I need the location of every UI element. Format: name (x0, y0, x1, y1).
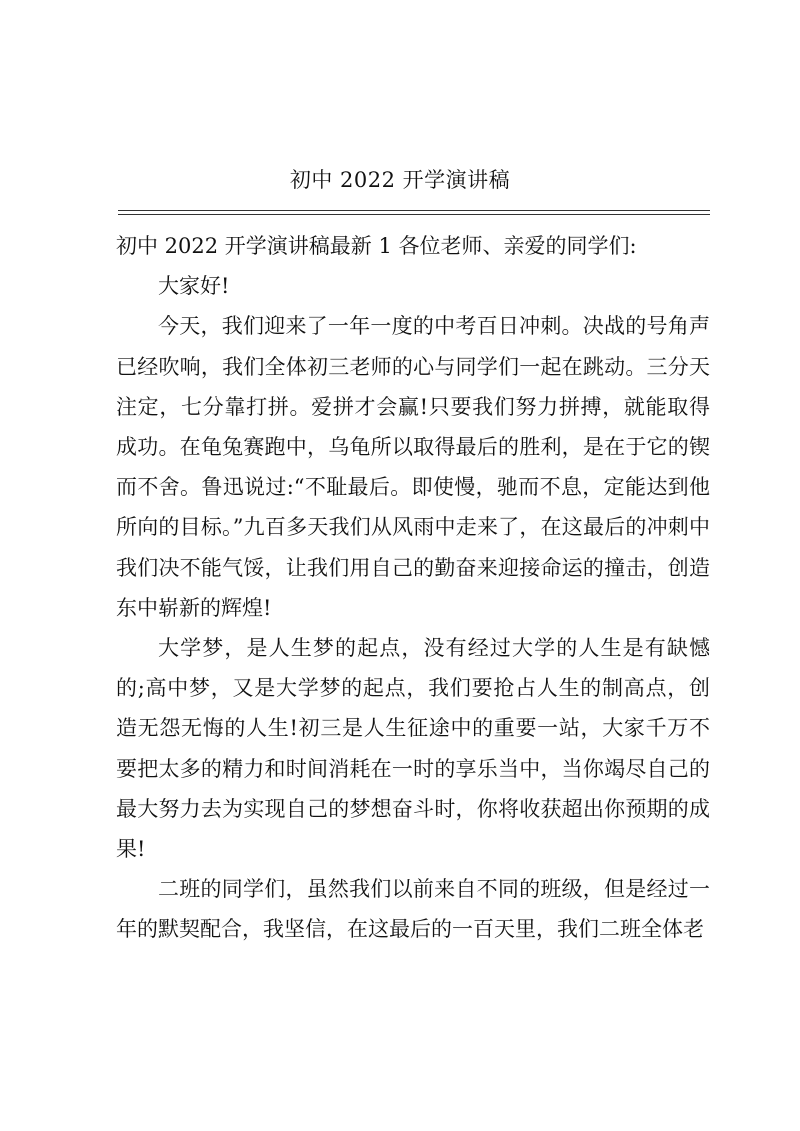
paragraph-greeting: 大家好! (158, 274, 230, 299)
title-divider (118, 210, 710, 215)
paragraph-body-3: 二班的同学们，虽然我们以前来自不同的班级，但是经过一年的默契配合，我坚信，在这最后的一百天里，我们二班全体老 (116, 877, 710, 942)
document-body (116, 226, 710, 950)
paragraph-body-1: 今天，我们迎来了一年一度的中考百日冲刺。决战的号角声已经吹响，我们全体初三老师的心与同学们一起在跳动。三分天注定，七分靠打拼。爱拼才会赢!只要我们努力拼搏，就能取得成功。在龟兔赛跑中，乌龟所以取得最后的胜利，是在于它的锲而不舍。鲁迅说过:“不耻最后。即使慢，驰而不息，定能达到他所向的目标。”九百多天我们从风雨中走来了，在这最后的冲刺中我们决不能气馁，让我们用自己的勤奋来迎接命运的撞击，创造东中崭新的辉煌! (116, 314, 710, 620)
page-title: 初中 2022 开学演讲稿 (289, 168, 511, 192)
paragraph-body-2: 大学梦，是人生梦的起点，没有经过大学的人生是有缺憾的;高中梦，又是大学梦的起点，我们要抢占人生的制高点，创造无怨无悔的人生!初三是人生征途中的重要一站，大家千万不要把太多的精力和时间消耗在一时的享乐当中，当你竭尽自己的最大努力去为实现自己的梦想奋斗时，你将收获超出你预期的成果! (116, 636, 710, 862)
paragraph-opening: 初中 2022 开学演讲稿最新 1 各位老师、亲爱的同学们: (116, 234, 637, 258)
